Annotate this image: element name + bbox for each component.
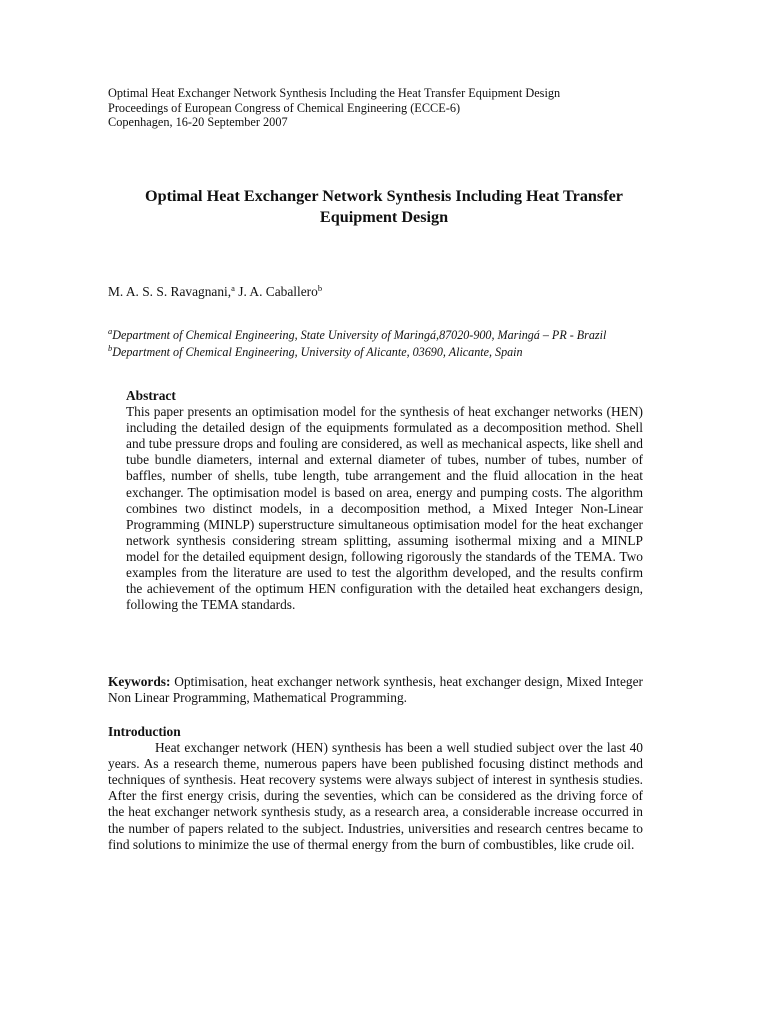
keywords-section bbox=[108, 674, 643, 706]
affiliation-text: Department of Chemical Engineering, State University of Maringá,87020-900, Maringá – PR - Brazil bbox=[112, 328, 607, 342]
header-title-line: Optimal Heat Exchanger Network Synthesis Including the Heat Transfer Equipment Design bbox=[108, 86, 561, 100]
abstract-heading: Abstract bbox=[126, 388, 176, 403]
introduction-paragraph: Heat exchanger network (HEN) synthesis has been a well studied subject over the last 40 years. As a research theme, numerous papers have been published focusing distinct methods and techniques of synthesis. Heat recovery systems were always subject of interest in synthesis studies. After the first energy crisis, during the seventies, which can be considered as the driving force of the heat exchanger network synthesis study, as a research area, a considerable increase occurred in the number of papers related to the subject. Industries, universities and research centres became to find solutions to minimize the use of thermal energy from the burn of combustibles, like crude oil. bbox=[108, 740, 643, 852]
author-name: J. A. Caballero bbox=[234, 284, 318, 299]
author-name: M. A. S. S. Ravagnani, bbox=[108, 284, 232, 299]
affiliation-line bbox=[108, 342, 606, 362]
author-affiliation-marker: a bbox=[231, 283, 235, 293]
affiliation-marker: b bbox=[108, 342, 113, 353]
keywords-text: Optimisation, heat exchanger network synthesis, heat exchanger design, Mixed Integer Non Linear Programming, Mathematical Programming. bbox=[108, 674, 643, 706]
affiliation-text: Department of Chemical Engineering, University of Alicante, 03690, Alicante, Spain bbox=[112, 344, 523, 359]
header-location-line: Copenhagen, 16-20 September 2007 bbox=[108, 115, 288, 130]
introduction-section bbox=[108, 724, 643, 853]
keywords-label: Keywords: bbox=[108, 674, 171, 689]
author-list bbox=[108, 284, 322, 301]
abstract-body: This paper presents an optimisation model for the synthesis of heat exchanger networks (HEN) including the detailed design of the equipments formulated as a decomposition method. Shell and tube pressure drops and fouling are considered, as well as mechanical aspects, like shell and tube bundle diameters, internal and external diameter of tubes, number of tubes, number of baffles, number of shells, tube length, tube arrangement and the fluid allocation in the heat exchanger. The optimisation model is based on area, energy and pumping costs. The algorithm combines two distinct models, in a decomposition method, a Mixed Integer Non-Linear Programming (MINLP) superstructure simultaneous optimisation model for the heat exchanger network synthesis considering stream splitting, assuming isothermal mixing and a MINLP model for the detailed equipment design, following rigorously the standards of the TEMA. Two examples from the literature are used to test the algorithm developed, and the results confirm the achievement of the optimum HEN configuration with the detailed heat exchangers design, following the TEMA standards. bbox=[126, 404, 643, 613]
abstract-section bbox=[126, 388, 643, 613]
header-proceedings-line: Proceedings of European Congress of Chemical Engineering (ECCE-6) bbox=[108, 100, 461, 115]
affiliation-line bbox=[108, 328, 606, 345]
affiliation-marker: a bbox=[108, 326, 113, 336]
running-header bbox=[108, 86, 560, 130]
paper-title: Optimal Heat Exchanger Network Synthesis Including Heat Transfer Equipment Design bbox=[145, 187, 623, 226]
affiliations bbox=[108, 328, 606, 361]
introduction-heading: Introduction bbox=[108, 724, 181, 739]
author-affiliation-marker: b bbox=[317, 283, 323, 293]
